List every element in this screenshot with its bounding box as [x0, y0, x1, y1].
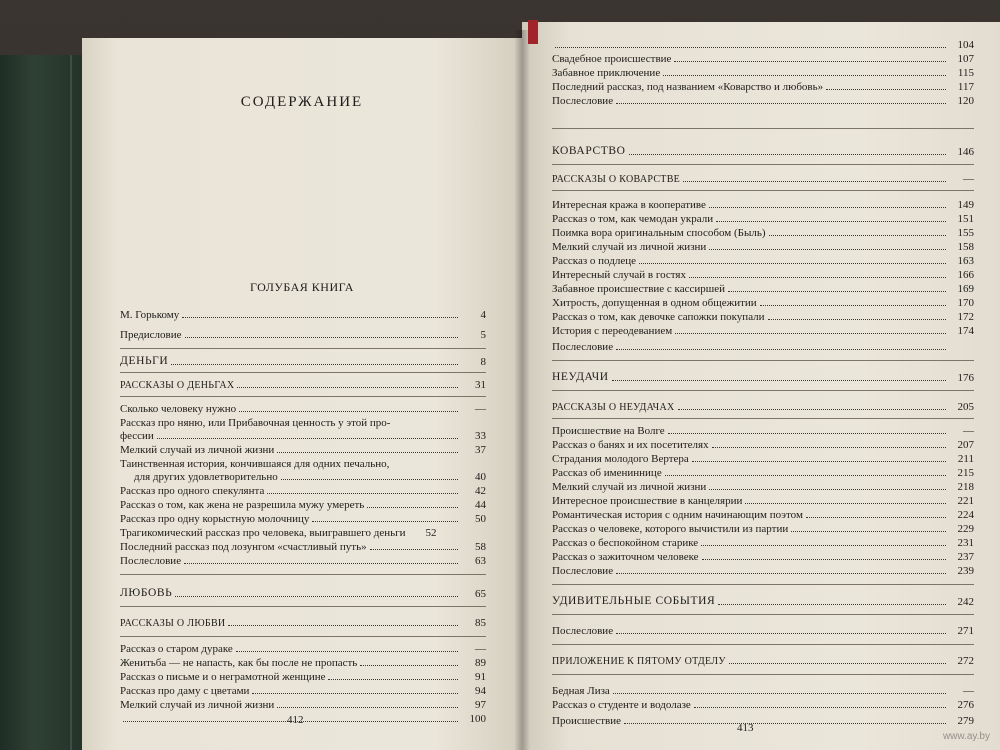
- toc-entry: Рассказ про даму с цветами 94: [120, 685, 486, 697]
- toc-entry: Мелкий случай из личной жизни 218: [552, 481, 974, 493]
- toc-entry: Последний рассказ под лозунгом «счастливый путь» 58: [120, 541, 486, 553]
- divider: [120, 396, 486, 397]
- divider: [552, 614, 974, 615]
- toc-entry: Хитрость, допущенная в одном общежитии 170: [552, 297, 974, 309]
- toc-entry: Забавное приключение 115: [552, 67, 974, 79]
- toc-entry: Рассказ о студенте и водолазе 276: [552, 699, 974, 711]
- divider: [552, 128, 974, 129]
- toc-entry: Рассказ о том, как девочке сапожки покупали 172: [552, 311, 974, 323]
- toc-entry: Романтическая история с одним начинающим поэтом 224: [552, 509, 974, 521]
- left-page: [82, 38, 522, 750]
- toc-entry: РАССКАЗЫ О ЛЮБВИ 85: [120, 617, 486, 629]
- toc-entry: Происшествие на Волге —: [552, 425, 974, 437]
- toc-entry: КОВАРСТВО 146: [552, 145, 974, 158]
- toc-entry: Рассказ о том, как чемодан украли 151: [552, 213, 974, 225]
- toc-entry: Послесловие: [552, 342, 974, 353]
- toc-entry: Рассказ об имениннице 215: [552, 467, 974, 479]
- toc-entry: Послесловие 120: [552, 95, 974, 107]
- book-gutter: [514, 30, 530, 750]
- toc-entry: Рассказ про няню, или Прибавочная ценность у этой про-: [120, 417, 391, 429]
- toc-entry: Рассказ о беспокойном старике 231: [552, 537, 974, 549]
- toc-entry: РАССКАЗЫ О КОВАРСТВЕ —: [552, 173, 974, 185]
- toc-entry: Предисловие 5: [120, 329, 486, 341]
- toc-entry: История с переодеванием 174: [552, 325, 974, 337]
- toc-entry: Послесловие 239: [552, 565, 974, 577]
- toc-entry: Забавное происшествие с кассиршей 169: [552, 283, 974, 295]
- toc-entry: Мелкий случай из личной жизни 37: [120, 444, 486, 456]
- toc-entry: Рассказ про одного спекулянта 42: [120, 485, 486, 497]
- toc-entry: Страдания молодого Вертера 211: [552, 453, 974, 465]
- section-title: ГОЛУБАЯ КНИГА: [250, 280, 354, 294]
- toc-entry: Рассказ о человеке, которого вычистили из партии 229: [552, 523, 974, 535]
- toc-entry: М. Горькому 4: [120, 309, 486, 321]
- divider: [120, 636, 486, 637]
- toc-entry: Мелкий случай из личной жизни 97: [120, 699, 486, 711]
- divider: [552, 164, 974, 165]
- toc-entry: УДИВИТЕЛЬНЫЕ СОБЫТИЯ 242: [552, 595, 974, 608]
- toc-entry: Интересное происшествие в канцелярии 221: [552, 495, 974, 507]
- toc-entry: Рассказ о банях и их посетителях 207: [552, 439, 974, 451]
- toc-entry: Послесловие 271: [552, 625, 974, 637]
- toc-entry: Рассказ о подлеце 163: [552, 255, 974, 267]
- toc-entry: ЛЮБОВЬ 65: [120, 587, 486, 600]
- divider: [120, 606, 486, 607]
- toc-entry: РАССКАЗЫ О НЕУДАЧАХ 205: [552, 401, 974, 413]
- toc-entry: 104: [552, 40, 974, 51]
- toc-entry: Рассказ о зажиточном человеке 237: [552, 551, 974, 563]
- toc-entry: Свадебное происшествие 107: [552, 53, 974, 65]
- toc-entry: 100: [120, 714, 486, 725]
- divider: [120, 348, 486, 349]
- toc-entry: РАССКАЗЫ О ДЕНЬГАХ 31: [120, 379, 486, 391]
- toc-entry: для других удовлетворительно 40: [134, 471, 486, 483]
- toc-entry: НЕУДАЧИ 176: [552, 371, 974, 384]
- divider: [120, 574, 486, 575]
- toc-entry: ПРИЛОЖЕНИЕ К ПЯТОМУ ОТДЕЛУ 272: [552, 655, 974, 667]
- toc-entry: Рассказ о том, как жена не разрешила мужу умереть 44: [120, 499, 486, 511]
- adjacent-book-cover: [0, 55, 85, 750]
- watermark: www.ay.by: [942, 731, 990, 742]
- page-number: 412: [287, 714, 304, 726]
- divider: [552, 390, 974, 391]
- right-page: [522, 22, 1000, 750]
- ribbon-bookmark: [528, 20, 538, 44]
- divider: [552, 190, 974, 191]
- toc-entry: фессии 33: [120, 430, 486, 442]
- divider: [552, 584, 974, 585]
- divider: [552, 674, 974, 675]
- toc-entry: Происшествие 279: [552, 715, 974, 727]
- page-number: 413: [737, 722, 754, 734]
- toc-entry: Рассказ о старом дураке —: [120, 643, 486, 655]
- toc-entry: Интересный случай в гостях 166: [552, 269, 974, 281]
- divider: [552, 360, 974, 361]
- toc-entry: Поимка вора оригинальным способом (Быль) 155: [552, 227, 974, 239]
- contents-heading: СОДЕРЖАНИЕ: [240, 94, 364, 110]
- toc-entry: Женитьба — не напасть, как бы после не пропасть 89: [120, 657, 486, 669]
- toc-entry: Бедная Лиза —: [552, 685, 974, 697]
- toc-entry: ДЕНЬГИ 8: [120, 355, 486, 368]
- toc-entry: Рассказ о письме и о неграмотной женщине 91: [120, 671, 486, 683]
- toc-entry: Интересная кража в кооперативе 149: [552, 199, 974, 211]
- toc-entry: Последний рассказ, под названием «Коварство и любовь» 117: [552, 81, 974, 93]
- toc-entry: Послесловие 63: [120, 555, 486, 567]
- divider: [120, 372, 486, 373]
- toc-entry: Рассказ про одну корыстную молочницу 50: [120, 513, 486, 525]
- toc-entry: Мелкий случай из личной жизни 158: [552, 241, 974, 253]
- divider: [552, 644, 974, 645]
- toc-entry: Сколько человеку нужно —: [120, 403, 486, 415]
- toc-entry: Трагикомический рассказ про человека, выигравшего деньги 52: [120, 527, 437, 539]
- toc-entry: Таинственная история, кончившаяся для одних печально,: [120, 458, 390, 470]
- divider: [552, 418, 974, 419]
